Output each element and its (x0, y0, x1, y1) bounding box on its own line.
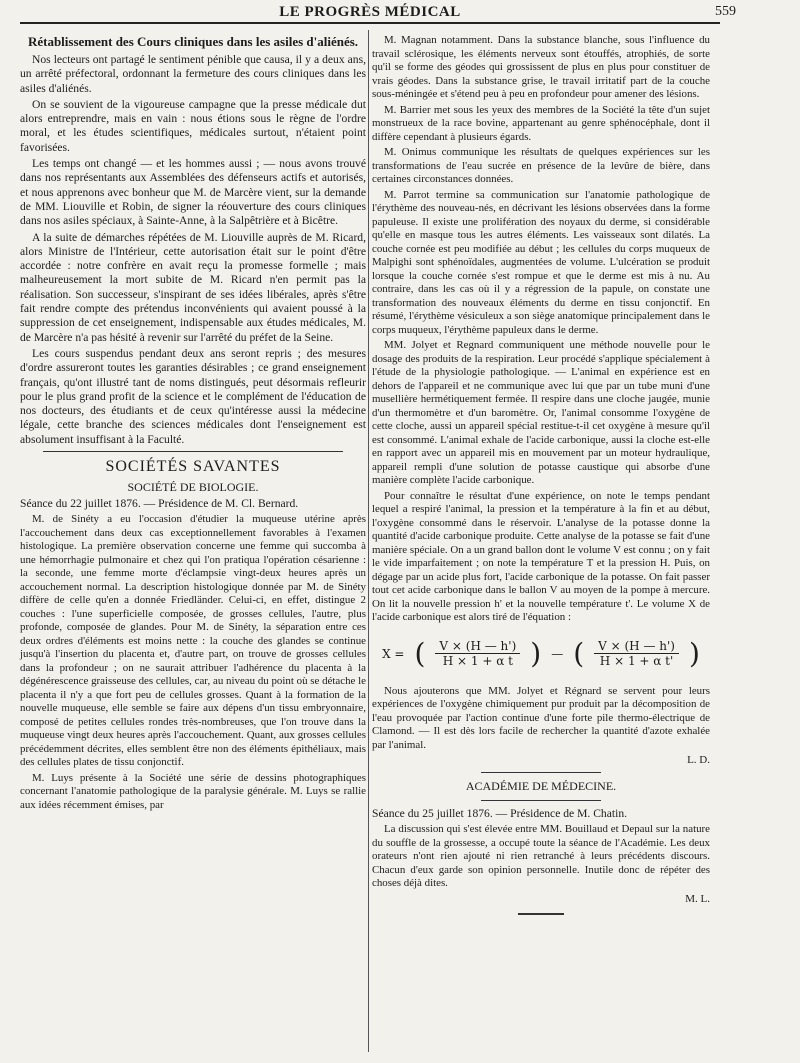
paragraph: A la suite de démarches répétées de M. Liouville auprès de M. Ricard, alors Ministre de l'Intérieur, cette autorisation était sur le point d'être accordée : notre confrère en avait reçu la promesse formelle ; mais malheureusement la mort subite de M. Ricard n'en permit pas la réalisation. Son successeur, s'inspirant de ses idées libérales, après s'être fait rendre compte des prétendus inconvénients qui avaient poussé à la suppression de cet enseignement, indispensable aux études médicales, M. de Marcère n'a pas hésité à revenir sur l'arrêté du préfet de la Seine. (20, 230, 366, 344)
paren: ( (414, 636, 426, 670)
column-divider (368, 30, 369, 1052)
section-rule (481, 772, 601, 773)
fraction-2 (594, 639, 679, 668)
minus-sign: — (551, 646, 564, 661)
paragraph: M. Parrot termine sa communication sur l'anatomie pathologique de l'érythème des nouveau-nés, en décrivant les lésions observées dans la forme papuleuse. Il existe une prolifération des noyaux du derme, si considérable qu'elle en masque tous les autres éléments. Les vaisseaux sont dilatés. La couche cornée est peu modifiée au début ; les cellules du corps muqueux de Malpighi sont sphénoïdales, augmentées de volume. L'ulcération se produit lorsque la couche cornée s'est rompue et que le derme est mis à nu. Au contraire, dans les cas où il y a régression de la papule, on constate une transformation des nouveaux éléments du derme en tissu conjonctif. En résumé, l'érythème vésiculeux a son siège anatomique principalement dans le corps muqueux, l'érythème papuleux dans le derme. (372, 188, 710, 336)
paragraph: M. Onimus communique les résultats de quelques expériences sur les transformations de l'eau sucrée en présence de la levûre de bière, dans certaines circonstances données. (372, 146, 710, 185)
equation-lhs: X = (382, 646, 405, 661)
fraction-1 (435, 639, 520, 668)
paragraph: On se souvient de la vigoureuse campagne que la presse médicale dut alors entreprendre, mais en vain : nous étions sous le règne de l'ordre moral, et les études scientifiques, médicales surtout, n'étaient point favorisées. (20, 97, 366, 154)
societes-title: SOCIÉTÉS SAVANTES (105, 458, 281, 476)
paren: ( (573, 636, 585, 670)
signature: M. L. (685, 892, 710, 905)
paragraph: M. Barrier met sous les yeux des membres de la Société la tête d'un sujet monstrueux de la race bovine, appartenant au genre sphénocéphale, dont il diffère cependant à plusieurs égards. (372, 103, 710, 143)
end-rule (518, 913, 564, 915)
denominator-1: H × 1 + α t (442, 654, 513, 668)
left-column (20, 34, 366, 814)
page-number: 559 (715, 4, 736, 19)
paragraph: M. de Sinéty a eu l'occasion d'étudier la muqueuse utérine après l'accouchement dans deux cas exceptionnellement favorables à l'examen histologique. La première observation concerne une femme qui succomba à une hémorrhagie pulmonaire et chez qui l'on pratiqua l'opération césarienne : la seconde, une femme morte d'éclampsie vingt-deux heures après un accouchement normal. La description histologique donnée par M. de Sinéty diffère de celle qu'en a donnée Friedländer. Celui-ci, en effet, distingue 2 couches : l'une superficielle composée, de grosses cellules, l'autre, plus profonde, composée de glandes. Pour M. de Sinéty, la séparation entre ces deux ordres d'éléments est moins nette : la couche des glandes se continue jusqu'à l'insertion du placenta et, d'autre part, on trouve de grosses cellules dans la profondeur ; on ne saurait attribuer l'adhérence du placenta à la dégénérescence graisseuse des cellules, car, au niveau du point où se détache le placenta il n'y a que fort peu de cellules grosses. Quant à la formation de la nouvelle muqueuse, elle semble se faire aux dépens d'un tissu embryonnaire, composé de petites cellules rondes très-nombreuses, que l'on trouve dans la muqueuse vingt deux heures après l'accouchement. Quant, aux grosses cellules précédemment décrites, elles semblent être non des éléments épithéliaux, mais des cellules plates de tissu conjonctif. (20, 513, 366, 769)
seance-line: Séance du 25 juillet 1876. — Présidence de M. Chatin. (372, 807, 628, 820)
academy-title: ACADÉMIE DE MÉDECINE. (465, 779, 617, 793)
paragraph: Nous ajouterons que MM. Jolyet et Régnard se servent pour leurs expériences de l'oxygène chimiquement pur produit par la décomposition de l'eau provoquée par l'action continue d'une forte pile thermo-électrique de Clamond. — Il est dès lors facile de rechercher la quantité d'azote exhalée par l'animal. (372, 684, 710, 751)
paren: ) (688, 636, 700, 670)
paragraph: MM. Jolyet et Regnard communiquent une méthode nouvelle pour le dosage des produits de la respiration. Leur procédé s'applique spécialement à l'étude de la physiologie pathologique. — L'animal en expérience est en dehors de l'appareil et ne communique avec lui que par un tube muni d'une musellière hermétiquement fermée. Il respire dans une cloche jaugée, munie d'un thermomètre et d'un baromètre. Or, l'animal consomme l'oxygène de cette cloche, aussi un appareil spécial restitue-t-il cet oxygène à mesure qu'il est consommé. L'animal exhale de l'acide carbonique, aussi la cloche est-elle en rapport avec un appareil mis en mouvement par un moteur hydraulique, appareil rempli d'une solution de potasse caustique qui absorbe d'une manière complète l'acide carbonique. (372, 339, 710, 486)
paragraph: La discussion qui s'est élevée entre MM. Bouillaud et Depaul sur la nature du souffle de la grossesse, a occupé toute la séance de l'Académie. Les deux orateurs n'ont rien ajouté ni rien retranché à leurs précédents discours. Chacun d'eux garde son opinion personnelle. Inutile donc de répéter des choses déjà dites. (372, 823, 710, 889)
journal-title: LE PROGRÈS MÉDICAL (279, 4, 461, 20)
page-header (20, 4, 736, 24)
numerator-2: V × (H — h') (594, 639, 679, 654)
equation (372, 629, 710, 679)
paragraph: Nos lecteurs ont partagé le sentiment pénible que causa, il y a deux ans, un arrêté préfectoral, ordonnant la fermeture des cours cliniques dans les asiles d'aliénés. (20, 53, 366, 95)
paragraph: M. Magnan notamment. Dans la substance blanche, sous l'influence du travail sclérosique, les éléments nerveux sont étouffés, atrophiés, de sorte qu'il se forme des géodes qui grossissent de plus en plus pour constituer de vrais géodes. Dans la substance grise, le travail irritatif part de la couche sous-méningée et s'étend peu à peu en profondeur pour amener des lésions. (372, 34, 710, 100)
paragraph: Pour connaître le résultat d'une expérience, on note le temps pendant lequel a respiré l'animal, la pression et la température à la fin et au début, l'oxygène consommé dans le réservoir. L'analyse de la potasse donne la quantité d'acide carbonique produite. Cette analyse de la potasse se fait d'une manière spéciale. On a un grand ballon dont le volume V est connu ; on y fait le vide imparfaitement ; on note la température T et la pression H. Puis, on dégage par un acide plus fort, l'acide carbonique de la potasse. On fait passer tout cet acide carbonique dans le ballon V au moyen de la pompe à mercure. On lit la nouvelle pression h' et la nouvelle température t'. Le volume X de l'acide carbonique est alors tiré de l'équation : (372, 489, 710, 623)
right-column (372, 34, 710, 915)
section-rule (43, 451, 343, 452)
paren: ) (530, 636, 542, 670)
denominator-2: H × 1 + α t' (599, 654, 674, 668)
section-rule (481, 800, 601, 801)
paragraph: M. Luys présente à la Société une série de dessins photographiques concernant l'anatomie pathologique de la paralysie générale. M. Luys se rallie aux idées récemment émises, par (20, 771, 366, 811)
society-name: SOCIÉTÉ DE BIOLOGIE. (127, 480, 259, 495)
section-title: Rétablissement des Cours cliniques dans les asiles d'aliénés. (27, 34, 359, 49)
paragraph: Les temps ont changé — et les hommes aussi ; — nous avons trouvé dans nos représentants aux Assemblées des défenseurs actifs et autorisés, et nous apprenons avec bonheur que M. de Marcère vient, sur la demande de MM. Liouville et Robin, de signer la réouverture des cours cliniques dans nos asiles spéciaux, à Sainte-Anne, à la Salpêtrière et à Bicêtre. (20, 157, 366, 228)
signature: L. D. (687, 754, 710, 766)
seance-line: Séance du 22 juillet 1876. — Présidence de M. Cl. Bernard. (20, 497, 299, 511)
paragraph: Les cours suspendus pendant deux ans seront repris ; des mesures d'ordre assureront toutes les garanties désirables ; ce grand enseignement français, qu'ont illustré tant de noms distingués, peut désormais refleurir pour le plus grand profit de la science et le complément de l'éducation de nos docteurs, des étudiants et de ceux qu'intéresse aussi la médecine légale, cette branche des sciences médicales dont l'enseignement est absolument insuffisant à la Faculté. (20, 346, 366, 446)
numerator-1: V × (H — h') (435, 639, 520, 654)
